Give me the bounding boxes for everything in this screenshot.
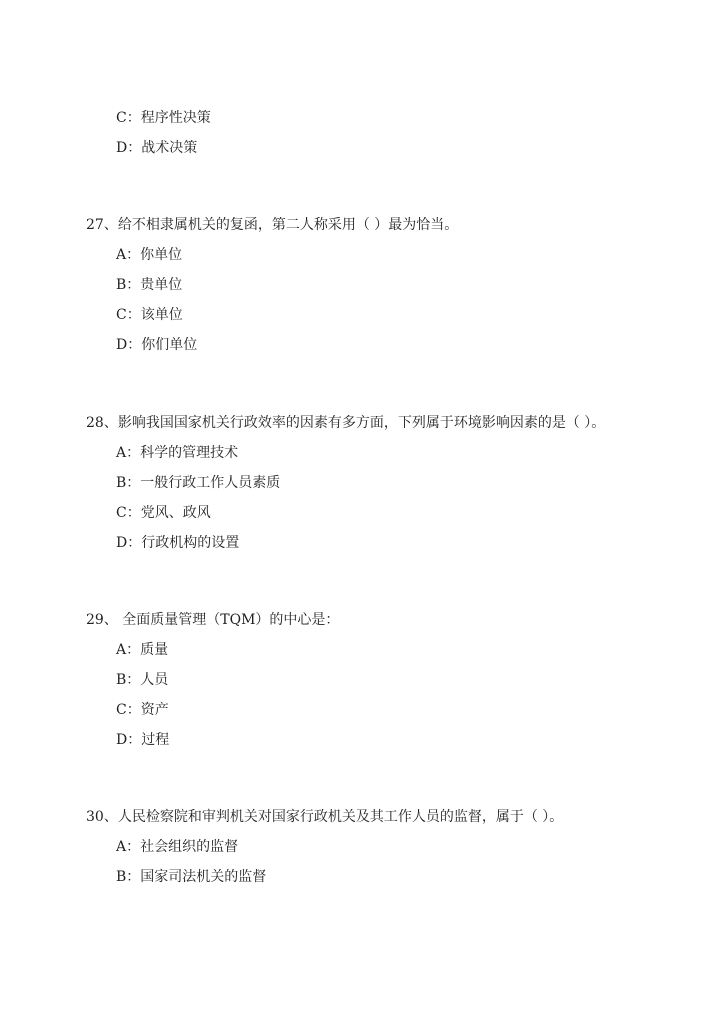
q27-option-a: A：你单位 — [116, 247, 183, 263]
question-29: 29、 全面质量管理（TQM）的中心是： — [86, 612, 340, 628]
q27-option-b: B：贵单位 — [116, 277, 183, 293]
q30-option-a: A：社会组织的监督 — [116, 839, 239, 855]
option-d-prev: D：战术决策 — [116, 140, 198, 156]
q27-option-d: D：你们单位 — [116, 337, 198, 353]
q28-option-d: D：行政机构的设置 — [116, 535, 240, 551]
q28-option-a: A：科学的管理技术 — [116, 445, 239, 461]
question-27: 27、给不相隶属机关的复函，第二人称采用（ ）最为恰当。 — [86, 217, 459, 233]
q29-option-d: D：过程 — [116, 732, 170, 748]
question-30: 30、人民检察院和审判机关对国家行政机关及其工作人员的监督，属于（ ）。 — [86, 809, 564, 825]
q30-option-b: B：国家司法机关的监督 — [116, 869, 267, 885]
option-c-prev: C：程序性决策 — [116, 110, 211, 126]
q27-option-c: C：该单位 — [116, 307, 183, 323]
q29-option-b: B：人员 — [116, 672, 169, 688]
q29-option-a: A：质量 — [116, 642, 169, 658]
q29-option-c: C：资产 — [116, 702, 169, 718]
question-28: 28、影响我国国家机关行政效率的因素有多方面，下列属于环境影响因素的是（ ）。 — [86, 415, 606, 431]
q28-option-b: B：一般行政工作人员素质 — [116, 475, 281, 491]
q28-option-c: C：党风、政风 — [116, 505, 211, 521]
